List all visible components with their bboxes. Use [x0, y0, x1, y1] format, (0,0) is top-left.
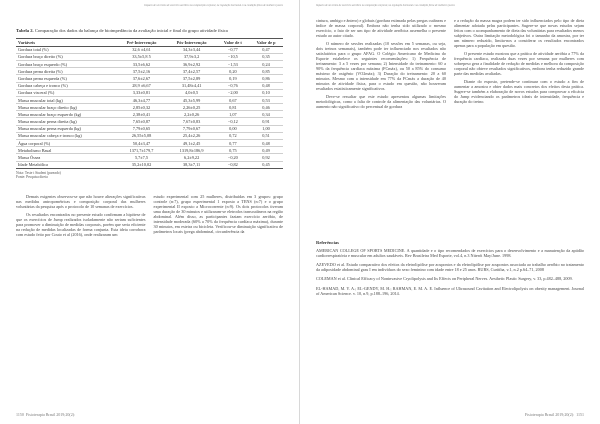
- cell-p: 0,48: [249, 82, 283, 89]
- table-row: [16, 89, 283, 96]
- paragraph: Diante do exposto, pretende-se continuar com o estudo a fim de aumentar a amostra e obter dados mais concretos dos efeitos desta prática. Sugere-se também a elaboração de novos estudos para comprovar a eficácia do Jump evidenciando os parâmetros ideais de intensidade, frequência e duração do treino.: [454, 78, 584, 104]
- cell-variable: Massa muscular total (kg): [16, 96, 116, 103]
- cell-p: 0,35: [249, 53, 283, 60]
- table-row: [16, 68, 283, 75]
- cell-post: 7,67±0,83: [167, 118, 217, 125]
- paragraph: O número de sessões realizadas (10 sessões em 5 semanas, ou seja, dois treinos semanais), também pode ter influenciado nos resultados não satisfatórios para o grupo AFAG. O Colégio Americano de Medicina do Esporte estabelece os seguintes recomendações: 1) Frequência de treinamento: 3 a 5 vezes por semana; 2) Intensidade do treinamento: 60 a 90% da frequência cardíaca máxima (FCmáx), ou 50 a 85% do consumo máximo de oxigênio (VO2máx); 3) Duração do treinamento: 20 a 60 minutos. Mesmo com a intensidade em 77% da FCmáx a duração de 40 minutos de atividade física, para o estudo em questão, não houveram resultados estatisticamente significativos.: [316, 40, 446, 92]
- cell-pre: 32,6 ±4,61: [116, 46, 166, 53]
- paragraph: cintura, umbigo e ântero) e globais (gordura estimada pelas pregas cutâneas e índice de massa corporal). Embora não tenha sido utilizado o mesmo exercício, o fato de ser um tipo de atividade aeróbica assemelha o presente estudo ao autor citado.: [316, 18, 446, 39]
- table-row: [16, 96, 283, 103]
- cell-t: −10,5: [217, 53, 249, 60]
- cell-variable: Água corporal (%): [16, 140, 116, 147]
- cell-p: 1,00: [249, 125, 283, 132]
- table-row: [16, 46, 283, 53]
- cell-p: 0,51: [249, 132, 283, 139]
- cell-variable: Gordura perna direita (%): [16, 68, 116, 75]
- cell-post: 7,79±0,67: [167, 125, 217, 132]
- table-row: [16, 104, 283, 111]
- cell-variable: Gordura braço direito (%): [16, 53, 116, 60]
- cell-variable: Gordura braço esquerdo (%): [16, 60, 116, 67]
- cell-post: 2,2±0,26: [167, 111, 217, 118]
- cell-t: 0,81: [217, 104, 249, 111]
- table-body: [16, 46, 283, 168]
- journal-ref-right: Fisioterapia Brasil 2019;20(2):: [524, 412, 575, 417]
- cell-pre: 7,79±0,65: [116, 125, 166, 132]
- cell-t: 0,19: [217, 75, 249, 82]
- cell-variable: Metabolismo Basal: [16, 147, 116, 154]
- cell-post: 1319,8±186,9: [167, 147, 217, 154]
- table-caption-label: Tabela 2.: [16, 28, 34, 33]
- cell-t: −0,77: [217, 46, 249, 53]
- table-row: [16, 111, 283, 118]
- paragraph: Demais exigentes observou-se que não houve alterações significativas nas medidas antropométricas e composição corporal das mulheres voluntárias da pesquisa após o protocolo de 10 semanas de exercícios.: [16, 193, 146, 210]
- table-header-row: [16, 38, 283, 46]
- cell-p: 0,92: [249, 154, 283, 161]
- cell-p: 0,53: [249, 96, 283, 103]
- table-row: [16, 118, 283, 125]
- references-title: Referências: [316, 240, 339, 245]
- cell-p: 0,49: [249, 147, 283, 154]
- cell-p: 0,34: [249, 111, 283, 118]
- cell-variable: Massa muscular perna esquerda (kg): [16, 125, 116, 132]
- cell-p: 0,10: [249, 89, 283, 96]
- table-row: [16, 132, 283, 139]
- cell-variable: Gordura total (%): [16, 46, 116, 53]
- cell-pre: 46,3±4,77: [116, 96, 166, 103]
- journal-ref-left: Fisioterapia Brasil 2019;20(2):: [25, 412, 76, 417]
- cell-t: −0,76: [217, 82, 249, 89]
- cell-post: 37,4±2,57: [167, 68, 217, 75]
- cell-t: −2,00: [217, 89, 249, 96]
- table-note-source: Fonte: Pesquisa direta: [16, 175, 48, 180]
- reference-item: COLEMAN et al. Clinical Efficacy of Noninvasive Cryolipolysis and Its Effects on Peripheral Nerves. Aesthetic Plastic Surgery, v. 33, p.482–488, 2009.: [316, 276, 573, 282]
- left-column-2: [154, 194, 284, 239]
- cell-t: 0,75: [217, 147, 249, 154]
- cell-pre: 3,33±0,81: [116, 89, 166, 96]
- comparison-table: [16, 38, 283, 169]
- table-row: [16, 154, 283, 161]
- cell-post: 38,3±7,11: [167, 161, 217, 168]
- cell-p: 0,86: [249, 75, 283, 82]
- cell-pre: 50,4±3,47: [116, 140, 166, 147]
- cell-t: −0,82: [217, 161, 249, 168]
- table-row: [16, 125, 283, 132]
- cell-post: 31,48±4,41: [167, 82, 217, 89]
- reference-item: EL-HAMAD, M. Y. A.; EL-GENDY, M. H.; RAHMAN, E. M. A. E. Influence of Ultrasound Cavitation and Electrolipolysis on obesity management. Journal of American Science. v. 10, n.9, p.188–196, 2014.: [316, 285, 584, 296]
- cell-pre: 35,2±10,02: [116, 161, 166, 168]
- running-head-right: Impacto de um treino de exercício aeróbico na composição corporal, na regulação hormonal e na condição física de mulheres jovens: [316, 4, 455, 7]
- paragraph: Deve-se ressaltar que este estudo apresentou algumas limitações metodológicas, como a falta de controle da alimentação das voluntárias. O aumento não significativo do percentual de gordura: [316, 93, 446, 109]
- cell-variable: Idade Metabólica: [16, 161, 116, 168]
- running-head-left: Impacto de um treino de exercício aeróbico na composição corporal, na regulação hormonal e na condição física de mulheres jovens: [144, 4, 283, 7]
- table-row: [16, 53, 283, 60]
- cell-post: 2,26±0,25: [167, 104, 217, 111]
- reference-item: AMERICAN COLLEGE OF SPORTS MEDICINE. A quantidade e o tipo recomendados de exercícios para o desenvolvimento e a manutenção da aptidão cardiorrespiratória e muscular em adultos saudáveis. Rev Brasileira Med Esporte, vol.4, n.3 Niterói May/June. 1998.: [316, 248, 584, 259]
- table-row: [16, 140, 283, 147]
- cell-variable: Massa muscular braço direito (kg): [16, 104, 116, 111]
- references-section: [316, 240, 584, 300]
- cell-t: 0,72: [217, 132, 249, 139]
- header-p: Valor de p: [249, 38, 283, 46]
- cell-pre: 5,7±7,5: [116, 154, 166, 161]
- page-number-left: 1150: [16, 412, 24, 417]
- header-pre: Pré-Intervenção: [116, 38, 166, 46]
- cell-post: 49,1±2,45: [167, 140, 217, 147]
- left-content: [16, 28, 283, 239]
- right-column-1: [316, 18, 446, 111]
- cell-post: 37,5±2,89: [167, 75, 217, 82]
- cell-p: 0,47: [249, 46, 283, 53]
- paragraph: estudo experimental com 25 mulheres, distribuídas em 3 grupos: grupo controle (n:7), grupo experimental 1 exposto a TENS (n:7) e o grupo experimental II exposto a Microcorrente (n:9). Os dois protocolos tiveram uma duração de 30 minutos e utilizaram-se eletrodos transcutâneos na região abdominal. Além disso, as participantes faziam exercício aeróbio, de intensidade moderada (60% a 70% da frequência cardíaca máxima), durante 30 minutos, em esteira ou bicicleta. Verificou-se diminuição significativa de parâmetros locais (prega abdominal, circunferência da: [153, 193, 283, 235]
- cell-post: 45,3±5,99: [167, 96, 217, 103]
- paragraph: e a redução da massa magra podem ter sido influenciados pelo tipo de dieta alimentar adotada pelas participantes. Sugere-se que novas estudos sejam feitos com o acompanhamento de dieta das voluntárias para resultados menos subjetivos. Outra limitação metodológica foi o tamanho da amostra, por ter um número reduzido, limita-nos a considerar os resultados encontrados apenas para a população em questão.: [454, 18, 585, 49]
- cell-pre: 26,55±5,08: [116, 132, 166, 139]
- cell-pre: 2,85±0,32: [116, 104, 166, 111]
- cell-p: 0,48: [249, 140, 283, 147]
- header-variables: Variáveis: [16, 38, 116, 46]
- cell-t: 0,20: [217, 68, 249, 75]
- cell-pre: 7,65±0,87: [116, 118, 166, 125]
- cell-t: −0,12: [217, 118, 249, 125]
- cell-variable: Massa Óssea: [16, 154, 116, 161]
- table-row: [16, 60, 283, 67]
- table-row: [16, 147, 283, 154]
- cell-pre: 2,38±0,41: [116, 111, 166, 118]
- cell-t: 0,00: [217, 125, 249, 132]
- paragraph: Os resultados encontrados no presente estudo confirmam a hipótese de que os exercícios de Jump realizados isoladamente não seriam suficientes para promover a diminuição de medidas corporais, porém que seria eficiente na redução de medidas localizadas de forma conjunta. Esta ideia corrobora com estudo feito por Couto et al (2016), onde realizaram um: [16, 211, 146, 237]
- cell-p: 0,24: [249, 60, 283, 67]
- right-page: [300, 0, 600, 424]
- cell-p: 0,85: [249, 68, 283, 75]
- table-notes: [16, 171, 283, 180]
- cell-pre: 37,5±2,16: [116, 68, 166, 75]
- cell-t: 1,07: [217, 111, 249, 118]
- cell-pre: 37,6±2,67: [116, 75, 166, 82]
- cell-post: 25,4±2,26: [167, 132, 217, 139]
- left-column-1: [16, 194, 146, 239]
- cell-variable: Massa muscular cabeça e tronco (kg): [16, 132, 116, 139]
- right-body-columns: [316, 18, 584, 111]
- table-note-test: Nota: Teste t Student (pareado): [16, 170, 61, 175]
- header-t: Valor de t: [217, 38, 249, 46]
- cell-p: 0,46: [249, 104, 283, 111]
- reference-item: AZEVEDO et al. Estudo comparativo dos efeitos da eletrolipólise por acupontos e da eletrolipólise por acupontos associada ao trabalho aeróbio no tratamento da adiposidade abdominal grau I em indivíduos do sexo feminino com idade entre 18 e 25 anos. RUBS, Curitiba, v.1, n.2 p.64–71, 2008: [316, 262, 584, 273]
- cell-pre: 1371,7±179,7: [116, 147, 166, 154]
- cell-t: 0,67: [217, 96, 249, 103]
- table-caption-text: Comparação dos dados da balança de bioimpedância da avaliação inicial e final do grupo atividade física: [33, 28, 228, 33]
- cell-post: 36,9±2,92: [167, 60, 217, 67]
- cell-p: 0,91: [249, 118, 283, 125]
- cell-pre: 33,5±5,8 5: [116, 53, 166, 60]
- left-body-columns: [16, 194, 283, 239]
- cell-post: 4,0±0,5: [167, 89, 217, 96]
- footer-right: [316, 412, 584, 417]
- cell-variable: Gordura perna esquerda (%): [16, 75, 116, 82]
- table-row: [16, 82, 283, 89]
- cell-pre: 33,5±6,62: [116, 60, 166, 67]
- paragraph: O presente estudo mostrou que a prática de atividade aeróbia a 77% da frequência cardíaca, realizada duas vezes por semana por mulheres com sobrepeso gera a finalidade de redução de medidas e melhora da composição corporal não obteve resultados significativos, embora tenha reduzido grande parte das medidas avaliadas.: [454, 50, 584, 76]
- table-row: [16, 161, 283, 168]
- table-row: [16, 75, 283, 82]
- cell-t: 0,77: [217, 140, 249, 147]
- cell-variable: Gordura cabeça e tronco (%): [16, 82, 116, 89]
- cell-variable: Massa muscular perna direita (kg): [16, 118, 116, 125]
- cell-variable: Gordura visceral (%): [16, 89, 116, 96]
- cell-post: 37,9±3,2: [167, 53, 217, 60]
- header-post: Pós-Intervenção: [167, 38, 217, 46]
- footer-left: [16, 412, 283, 417]
- table-caption: [16, 28, 283, 34]
- cell-t: −0,20: [217, 154, 249, 161]
- right-column-2: [454, 18, 584, 111]
- cell-variable: Massa muscular braço esquerdo (kg): [16, 111, 116, 118]
- cell-pre: 28,9 ±6,67: [116, 82, 166, 89]
- cell-post: 6,2±9,22: [167, 154, 217, 161]
- page-number-right: 1151: [576, 412, 584, 417]
- cell-t: −1,53: [217, 60, 249, 67]
- cell-post: 34,3±3,44: [167, 46, 217, 53]
- cell-p: 0,45: [249, 161, 283, 168]
